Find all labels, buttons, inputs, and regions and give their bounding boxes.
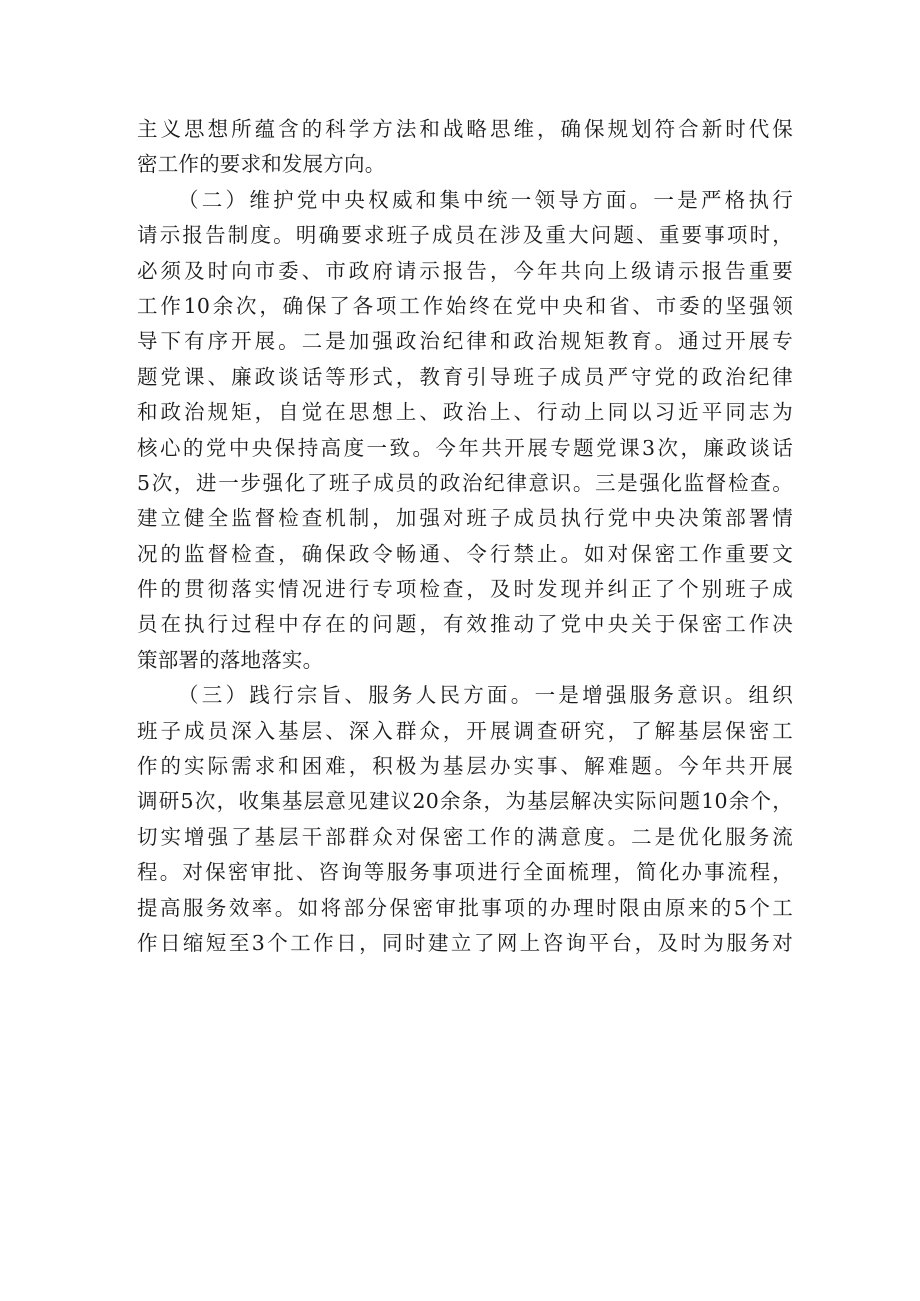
text-line: 5次，进一步强化了班子成员的政治纪律意识。三是强化监督检查。 — [137, 470, 793, 495]
text-line: 程。对保密审批、咨询等服务事项进行全面梳理，简化办事流程， — [137, 860, 793, 885]
text-line: 提高服务效率。如将部分保密审批事项的办理时限由原来的5个工 — [137, 895, 793, 920]
text-line: 员在执行过程中存在的问题，有效推动了党中央关于保密工作决 — [137, 612, 793, 637]
text-line: 请示报告制度。明确要求班子成员在涉及重大问题、重要事项时， — [137, 223, 793, 248]
text-line: 主义思想所蕴含的科学方法和战略思维，确保规划符合新时代保 — [137, 117, 793, 141]
document-body — [137, 112, 793, 961]
text-line: 密工作的要求和发展方向。 — [137, 152, 386, 177]
paragraph-section-3 — [137, 678, 793, 961]
text-line: （三）践行宗旨、服务人民方面。一是增强服务意识。组织 — [178, 683, 793, 708]
text-line: 作日缩短至3个工作日，同时建立了网上咨询平台，及时为服务对 — [137, 930, 793, 955]
text-line: （二）维护党中央权威和集中统一领导方面。一是严格执行 — [178, 187, 793, 212]
text-line: 核心的党中央保持高度一致。今年共开展专题党课3次，廉政谈话 — [137, 435, 793, 460]
text-line: 建立健全监督检查机制，加强对班子成员执行党中央决策部署情 — [137, 506, 793, 531]
text-line: 策部署的落地落实。 — [137, 647, 324, 672]
paragraph-section-2 — [137, 183, 793, 678]
text-line: 题党课、廉政谈话等形式，教育引导班子成员严守党的政治纪律 — [137, 364, 793, 389]
text-line: 班子成员深入基层、深入群众，开展调查研究，了解基层保密工 — [137, 718, 793, 743]
text-line: 件的贯彻落实情况进行专项检查，及时发现并纠正了个别班子成 — [137, 577, 793, 602]
text-line: 调研5次，收集基层意见建议20余条，为基层解决实际问题10余个， — [137, 789, 793, 814]
paragraph-continuation — [137, 112, 793, 183]
text-line: 必须及时向市委、市政府请示报告，今年共向上级请示报告重要 — [137, 258, 793, 283]
text-line: 作的实际需求和困难，积极为基层办实事、解难题。今年共开展 — [137, 754, 793, 779]
text-line: 导下有序开展。二是加强政治纪律和政治规矩教育。通过开展专 — [137, 329, 793, 354]
text-line: 切实增强了基层干部群众对保密工作的满意度。二是优化服务流 — [137, 824, 793, 849]
text-line: 工作10余次，确保了各项工作始终在党中央和省、市委的坚强领 — [137, 293, 793, 318]
text-line: 况的监督检查，确保政令畅通、令行禁止。如对保密工作重要文 — [137, 541, 793, 566]
text-line: 和政治规矩，自觉在思想上、政治上、行动上同以习近平同志为 — [137, 400, 793, 425]
